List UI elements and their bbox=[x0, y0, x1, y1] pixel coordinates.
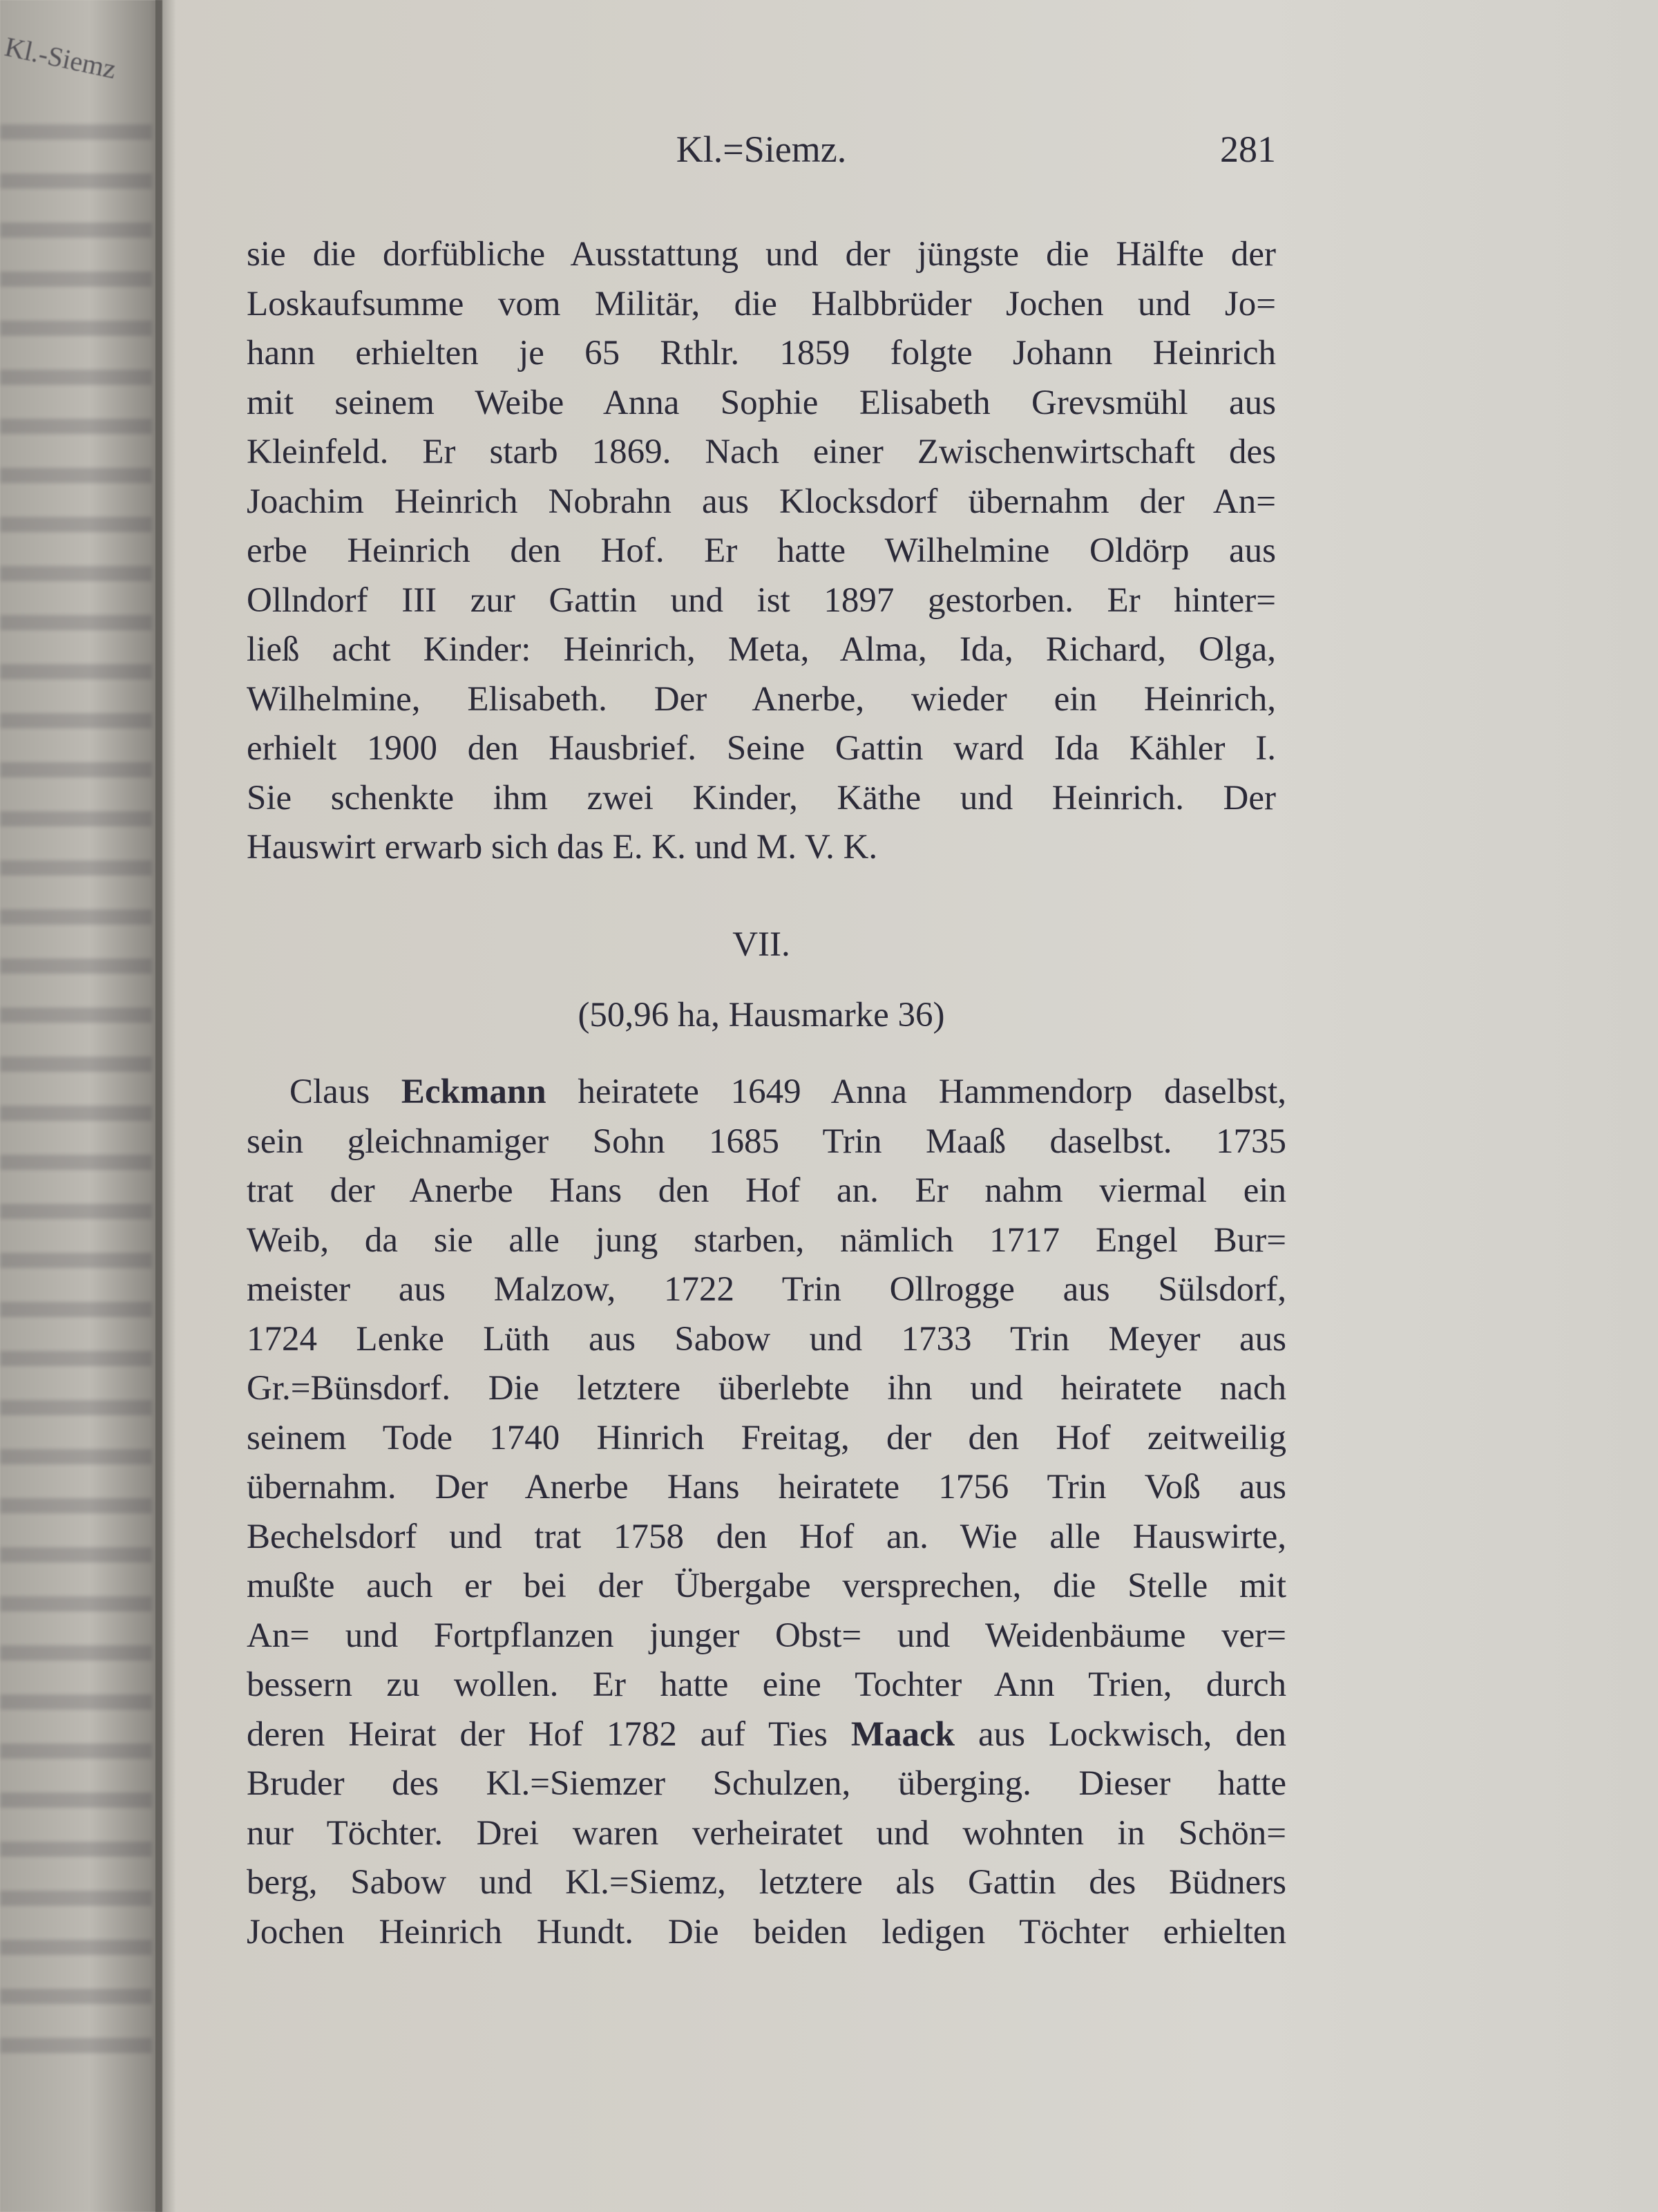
text-line bbox=[247, 1710, 1286, 1760]
text-line bbox=[247, 1661, 1286, 1710]
text-segment: Bechelsdorf und trat 1758 den Hof an. Wie alle Hauswirte, bbox=[247, 1517, 1286, 1556]
opposite-page-text-blur bbox=[0, 124, 152, 2059]
text-segment: sein gleichnamiger Sohn 1685 Trin Maaß daselbst. 1735 bbox=[247, 1122, 1286, 1161]
book-gutter-shadow bbox=[155, 0, 176, 2212]
section-number: VII. bbox=[732, 925, 790, 964]
emphasized-surname: Maack bbox=[850, 1714, 955, 1754]
text-line: Wilhelmine, Elisabeth. Der Anerbe, wieder ein Heinrich, bbox=[247, 679, 1276, 719]
text-line: Loskaufsumme vom Militär, die Halbbrüder Jochen und Jo= bbox=[247, 284, 1276, 323]
text-segment: berg, Sabow und Kl.=Siemz, letztere als Gattin des Büdners bbox=[247, 1863, 1286, 1902]
text-segment: Gr.=Bünsdorf. Die letztere überlebte ihn und heiratete nach bbox=[247, 1369, 1286, 1408]
page-number: 281 bbox=[1220, 129, 1276, 170]
text-line: Ollndorf III zur Gattin und ist 1897 gestorben. Er hinter= bbox=[247, 580, 1276, 620]
emphasized-surname: Eckmann bbox=[401, 1072, 546, 1111]
text-line: erhielt 1900 den Hausbrief. Seine Gattin ward Ida Kähler I. bbox=[247, 729, 1276, 768]
text-line bbox=[247, 1166, 1286, 1216]
running-header-title: Kl.=Siemz. bbox=[676, 129, 847, 170]
text-segment: übernahm. Der Anerbe Hans heiratete 1756 Trin Voß aus bbox=[247, 1468, 1286, 1506]
text-segment: nur Töchter. Drei waren verheiratet und wohnten in Schön= bbox=[247, 1813, 1286, 1853]
text-segment: heiratete 1649 Anna Hammendorp daselbst, bbox=[546, 1072, 1287, 1111]
text-line: erbe Heinrich den Hof. Er hatte Wilhelmine Oldörp aus bbox=[247, 531, 1276, 570]
text-segment: Jochen Heinrich Hundt. Die beiden ledigen Töchter erhielten bbox=[247, 1912, 1286, 1951]
text-segment: 1724 Lenke Lüth aus Sabow und 1733 Trin Meyer aus bbox=[247, 1319, 1286, 1359]
text-line: Kleinfeld. Er starb 1869. Nach einer Zwischenwirtschaft des bbox=[247, 433, 1276, 471]
text-line bbox=[247, 1463, 1286, 1513]
text-line bbox=[247, 1809, 1286, 1859]
running-header bbox=[247, 128, 1276, 176]
text-line bbox=[247, 1265, 1286, 1315]
text-segment: meister aus Malzow, 1722 Trin Ollrogge aus Sülsdorf, bbox=[247, 1270, 1286, 1309]
text-segment: aus Lockwisch, den bbox=[955, 1714, 1286, 1754]
text-line bbox=[247, 1364, 1286, 1414]
text-segment: bessern zu wollen. Er hatte eine Tochter Ann Trien, durch bbox=[247, 1665, 1286, 1704]
text-line bbox=[247, 1562, 1286, 1611]
text-line bbox=[247, 1315, 1286, 1365]
text-segment: Weib, da sie alle jung starben, nämlich 1717 Engel Bur= bbox=[247, 1220, 1286, 1260]
text-line bbox=[247, 1908, 1286, 1958]
text-segment: seinem Tode 1740 Hinrich Freitag, der den Hof zeitweilig bbox=[247, 1418, 1286, 1457]
text-line: mit seinem Weibe Anna Sophie Elisabeth Grevsmühl aus bbox=[247, 383, 1276, 422]
text-line: ließ acht Kinder: Heinrich, Meta, Alma, Ida, Richard, Olga, bbox=[247, 630, 1276, 669]
text-line: Hauswirt erwarb sich das E. K. und M. V. K. bbox=[247, 828, 878, 867]
text-line: Joachim Heinrich Nobrahn aus Klocksdorf übernahm der An= bbox=[247, 482, 1276, 521]
text-segment: mußte auch er bei der Übergabe versprechen, die Stelle mit bbox=[247, 1567, 1286, 1605]
text-line bbox=[247, 1513, 1286, 1562]
text-line bbox=[247, 1611, 1286, 1661]
text-line bbox=[247, 1216, 1286, 1266]
text-segment: trat der Anerbe Hans den Hof an. Er nahm viermal ein bbox=[247, 1171, 1286, 1210]
opposite-page-header-fragment: Kl.-Siemz bbox=[2, 30, 120, 85]
text-line bbox=[247, 1117, 1286, 1167]
text-line bbox=[247, 1414, 1286, 1464]
text-line bbox=[247, 1068, 1286, 1117]
text-segment: Claus bbox=[289, 1072, 401, 1111]
opposite-page-edge bbox=[0, 0, 162, 2212]
text-line bbox=[247, 1858, 1286, 1908]
text-line bbox=[247, 1759, 1286, 1809]
text-line: sie die dorfübliche Ausstattung und der jüngste die Hälfte der bbox=[247, 235, 1276, 274]
text-segment: Bruder des Kl.=Siemzer Schulzen, überging. Dieser hatte bbox=[247, 1764, 1286, 1803]
text-line: hann erhielten je 65 Rthlr. 1859 folgte Johann Heinrich bbox=[247, 334, 1276, 372]
text-segment: An= und Fortpflanzen junger Obst= und Weidenbäume ver= bbox=[247, 1616, 1286, 1655]
section-subtitle: (50,96 ha, Hausmarke 36) bbox=[578, 996, 945, 1034]
paragraph-1 bbox=[247, 230, 1276, 873]
text-line: Sie schenkte ihm zwei Kinder, Käthe und Heinrich. Der bbox=[247, 778, 1276, 817]
text-segment: deren Heirat der Hof 1782 auf Ties bbox=[247, 1714, 851, 1754]
paragraph-2 bbox=[247, 1068, 1286, 1957]
